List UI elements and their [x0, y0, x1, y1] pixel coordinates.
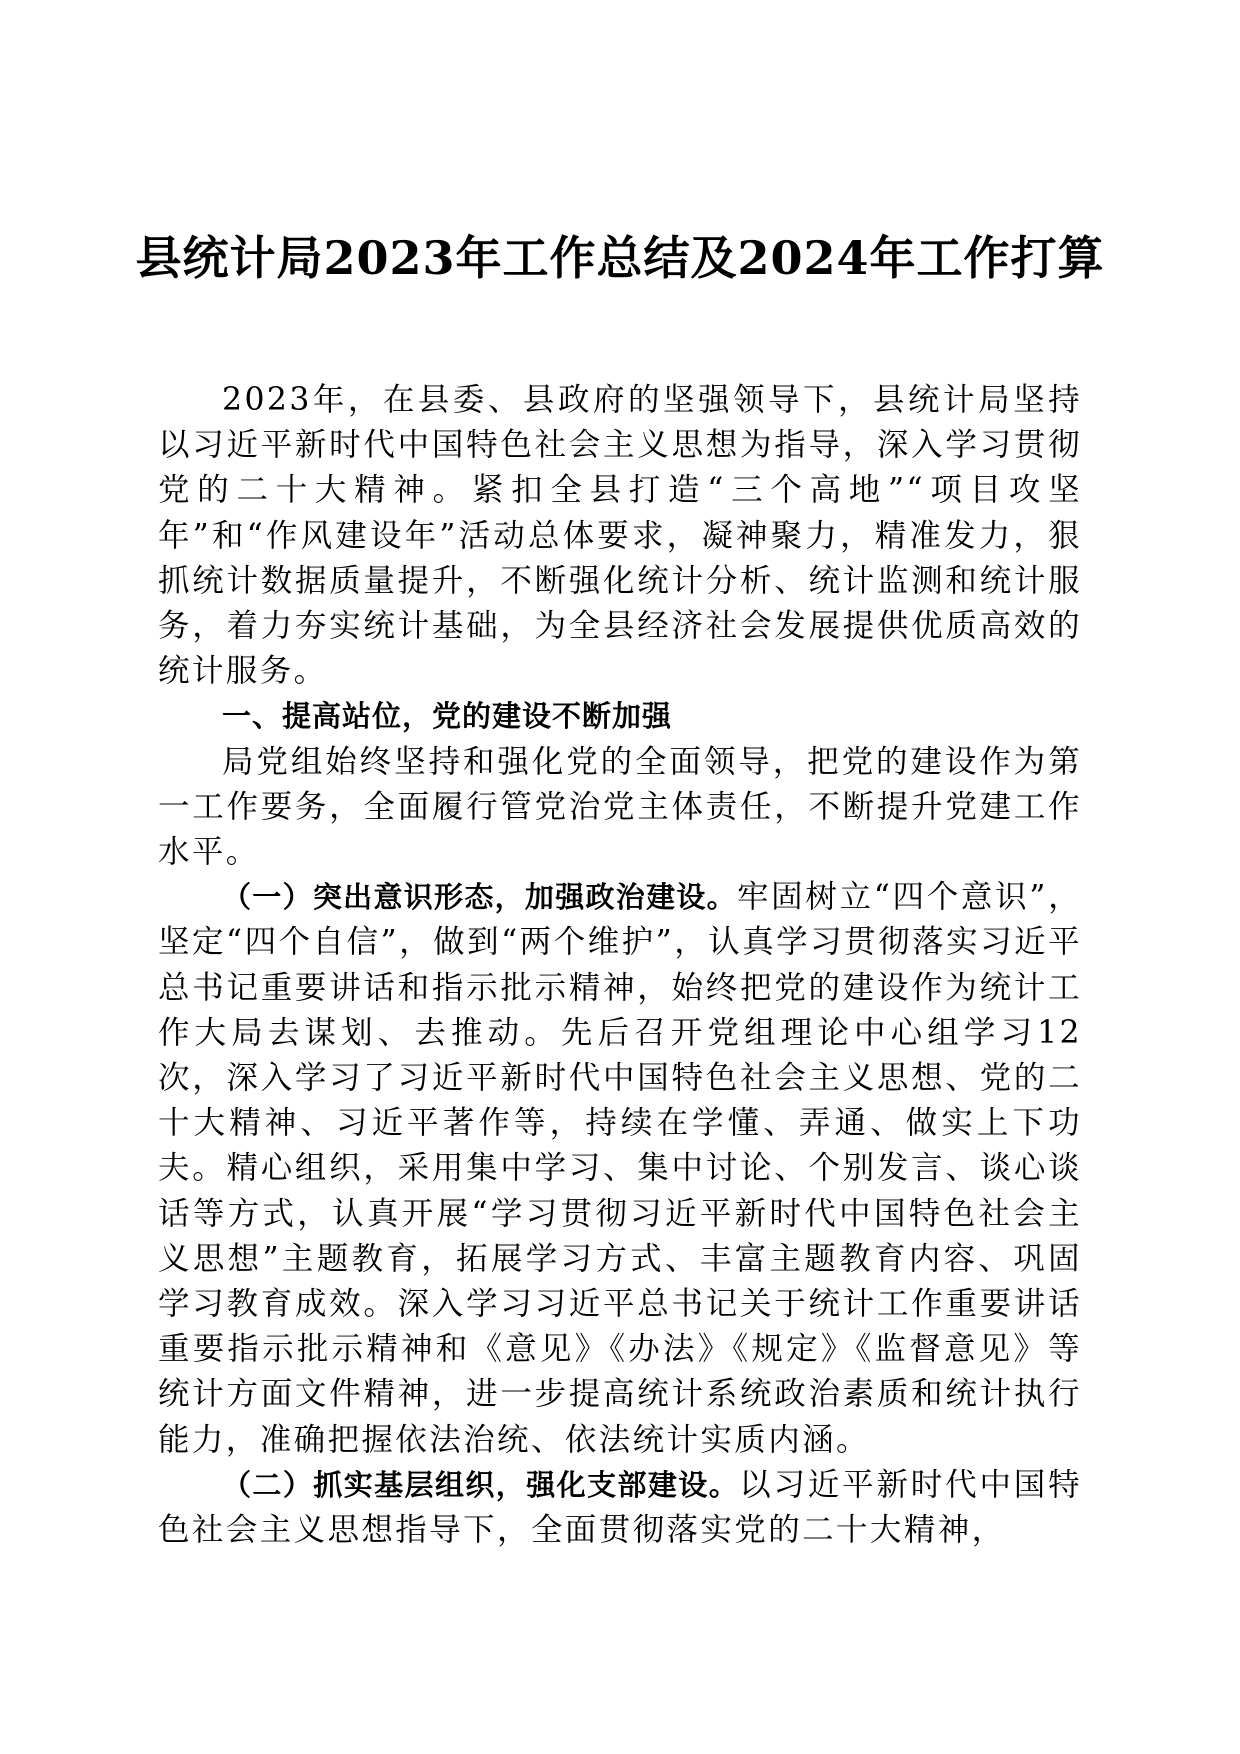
item-2-heading: （二）抓实基层组织，强化支部建设。	[222, 1467, 740, 1502]
intro-paragraph: 2023年，在县委、县政府的坚强领导下，县统计局坚持以习近平新时代中国特色社会主义思想为指导，深入学习贯彻党的二十大精神。紧扣全县打造“三个高地”“项目攻坚年”和“作风建设年”活动总体要求，凝神聚力，精准发力，狠抓统计数据质量提升，不断强化统计分析、统计监测和统计服务，着力夯实统计基础，为全县经济社会发展提供优质高效的统计服务。	[158, 382, 1082, 690]
item-2-text: 以习近平新时代中国特色社会主义思想指导下，全面贯彻落实党的二十大精神，	[158, 1466, 1082, 1549]
section-1-item-1-paragraph	[158, 875, 1082, 1463]
section-1-intro-paragraph: 局党组始终坚持和强化党的全面领导，把党的建设作为第一工作要务，全面履行管党治党主体责任，不断提升党建工作水平。	[158, 743, 1082, 871]
item-1-text: 牢固树立“四个意识”，坚定“四个自信”，做到“两个维护”，认真学习贯彻落实习近平总书记重要讲话和指示批示精神，始终把党的建设作为统计工作大局去谋划、去推动。先后召开党组理论中心组学习12次，深入学习了习近平新时代中国特色社会主义思想、党的二十大精神、习近平著作等，持续在学懂、弄通、做实上下功夫。精心组织，采用集中学习、集中讨论、个别发言、谈心谈话等方式，认真开展“学习贯彻习近平新时代中国特色社会主义思想”主题教育，拓展学习方式、丰富主题教育内容、巩固学习教育成效。深入学习习近平总书记关于统计工作重要讲话重要指示批示精神和《意见》《办法》《规定》《监督意见》等统计方面文件精神，进一步提高统计系统政治素质和统计执行能力，准确把握依法治统、依法统计实质内涵。	[158, 879, 1082, 1458]
section-heading-1: 一、提高站位，党的建设不断加强	[222, 699, 673, 734]
section-1-item-2-paragraph	[158, 1463, 1082, 1553]
item-1-heading: （一）突出意识形态，加强政治建设。	[222, 880, 737, 915]
document-title: 县统计局2023年工作总结及2024年工作打算	[135, 231, 1105, 285]
document-body	[158, 378, 1082, 1553]
